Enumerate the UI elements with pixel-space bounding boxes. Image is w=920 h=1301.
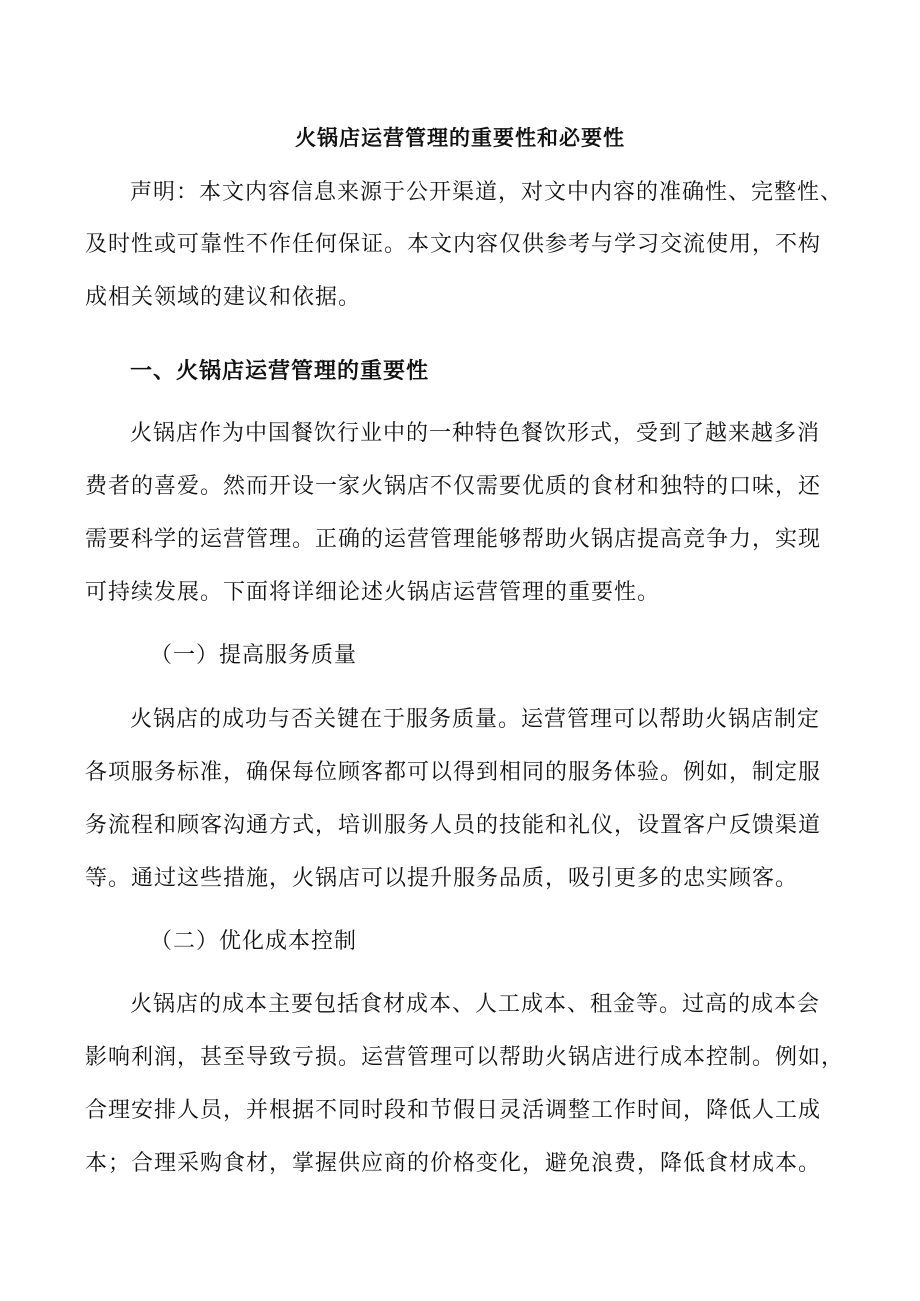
paragraph-line: 务流程和顾客沟通方式，培训服务人员的技能和礼仪，设置客户反馈渠道 xyxy=(85,813,822,838)
paragraph-line: 影响利润，甚至导致亏损。运营管理可以帮助火锅店进行成本控制。例如， xyxy=(85,1045,845,1070)
paragraph-line: 火锅店的成功与否关键在于服务质量。运营管理可以帮助火锅店制定 xyxy=(130,707,821,732)
section-heading: 一、火锅店运营管理的重要性 xyxy=(130,358,430,384)
paragraph-line: 火锅店作为中国餐饮行业中的一种特色餐饮形式，受到了越来越多消 xyxy=(130,421,821,446)
paragraph-line: 本；合理采购食材，掌握供应商的价格变化，避免浪费，降低食材成本。 xyxy=(85,1151,822,1176)
paragraph-line: 火锅店的成本主要包括食材成本、人工成本、租金等。过高的成本会 xyxy=(130,992,821,1017)
document-title: 火锅店运营管理的重要性和必要性 xyxy=(295,125,625,150)
disclaimer-line: 及时性或可靠性不作任何保证。本文内容仅供参考与学习交流使用，不构 xyxy=(85,232,822,257)
subsection-heading: （一）提高服务质量 xyxy=(150,643,358,668)
disclaimer-line: 声明：本文内容信息来源于公开渠道，对文中内容的准确性、完整性、 xyxy=(130,180,844,205)
subsection-heading: （二）优化成本控制 xyxy=(150,929,358,954)
paragraph-line: 合理安排人员，并根据不同时段和节假日灵活调整工作时间，降低人工成 xyxy=(85,1098,822,1123)
paragraph-line: 费者的喜爱。然而开设一家火锅店不仅需要优质的食材和独特的口味，还 xyxy=(85,474,822,499)
disclaimer-line: 成相关领域的建议和依据。 xyxy=(85,285,362,310)
paragraph-line: 等。通过这些措施，火锅店可以提升服务品质，吸引更多的忠实顾客。 xyxy=(85,866,799,891)
paragraph-line: 可持续发展。下面将详细论述火锅店运营管理的重要性。 xyxy=(85,580,661,605)
paragraph-line: 需要科学的运营管理。正确的运营管理能够帮助火锅店提高竞争力，实现 xyxy=(85,527,822,552)
paragraph-line: 各项服务标准，确保每位顾客都可以得到相同的服务体验。例如，制定服 xyxy=(85,760,822,785)
